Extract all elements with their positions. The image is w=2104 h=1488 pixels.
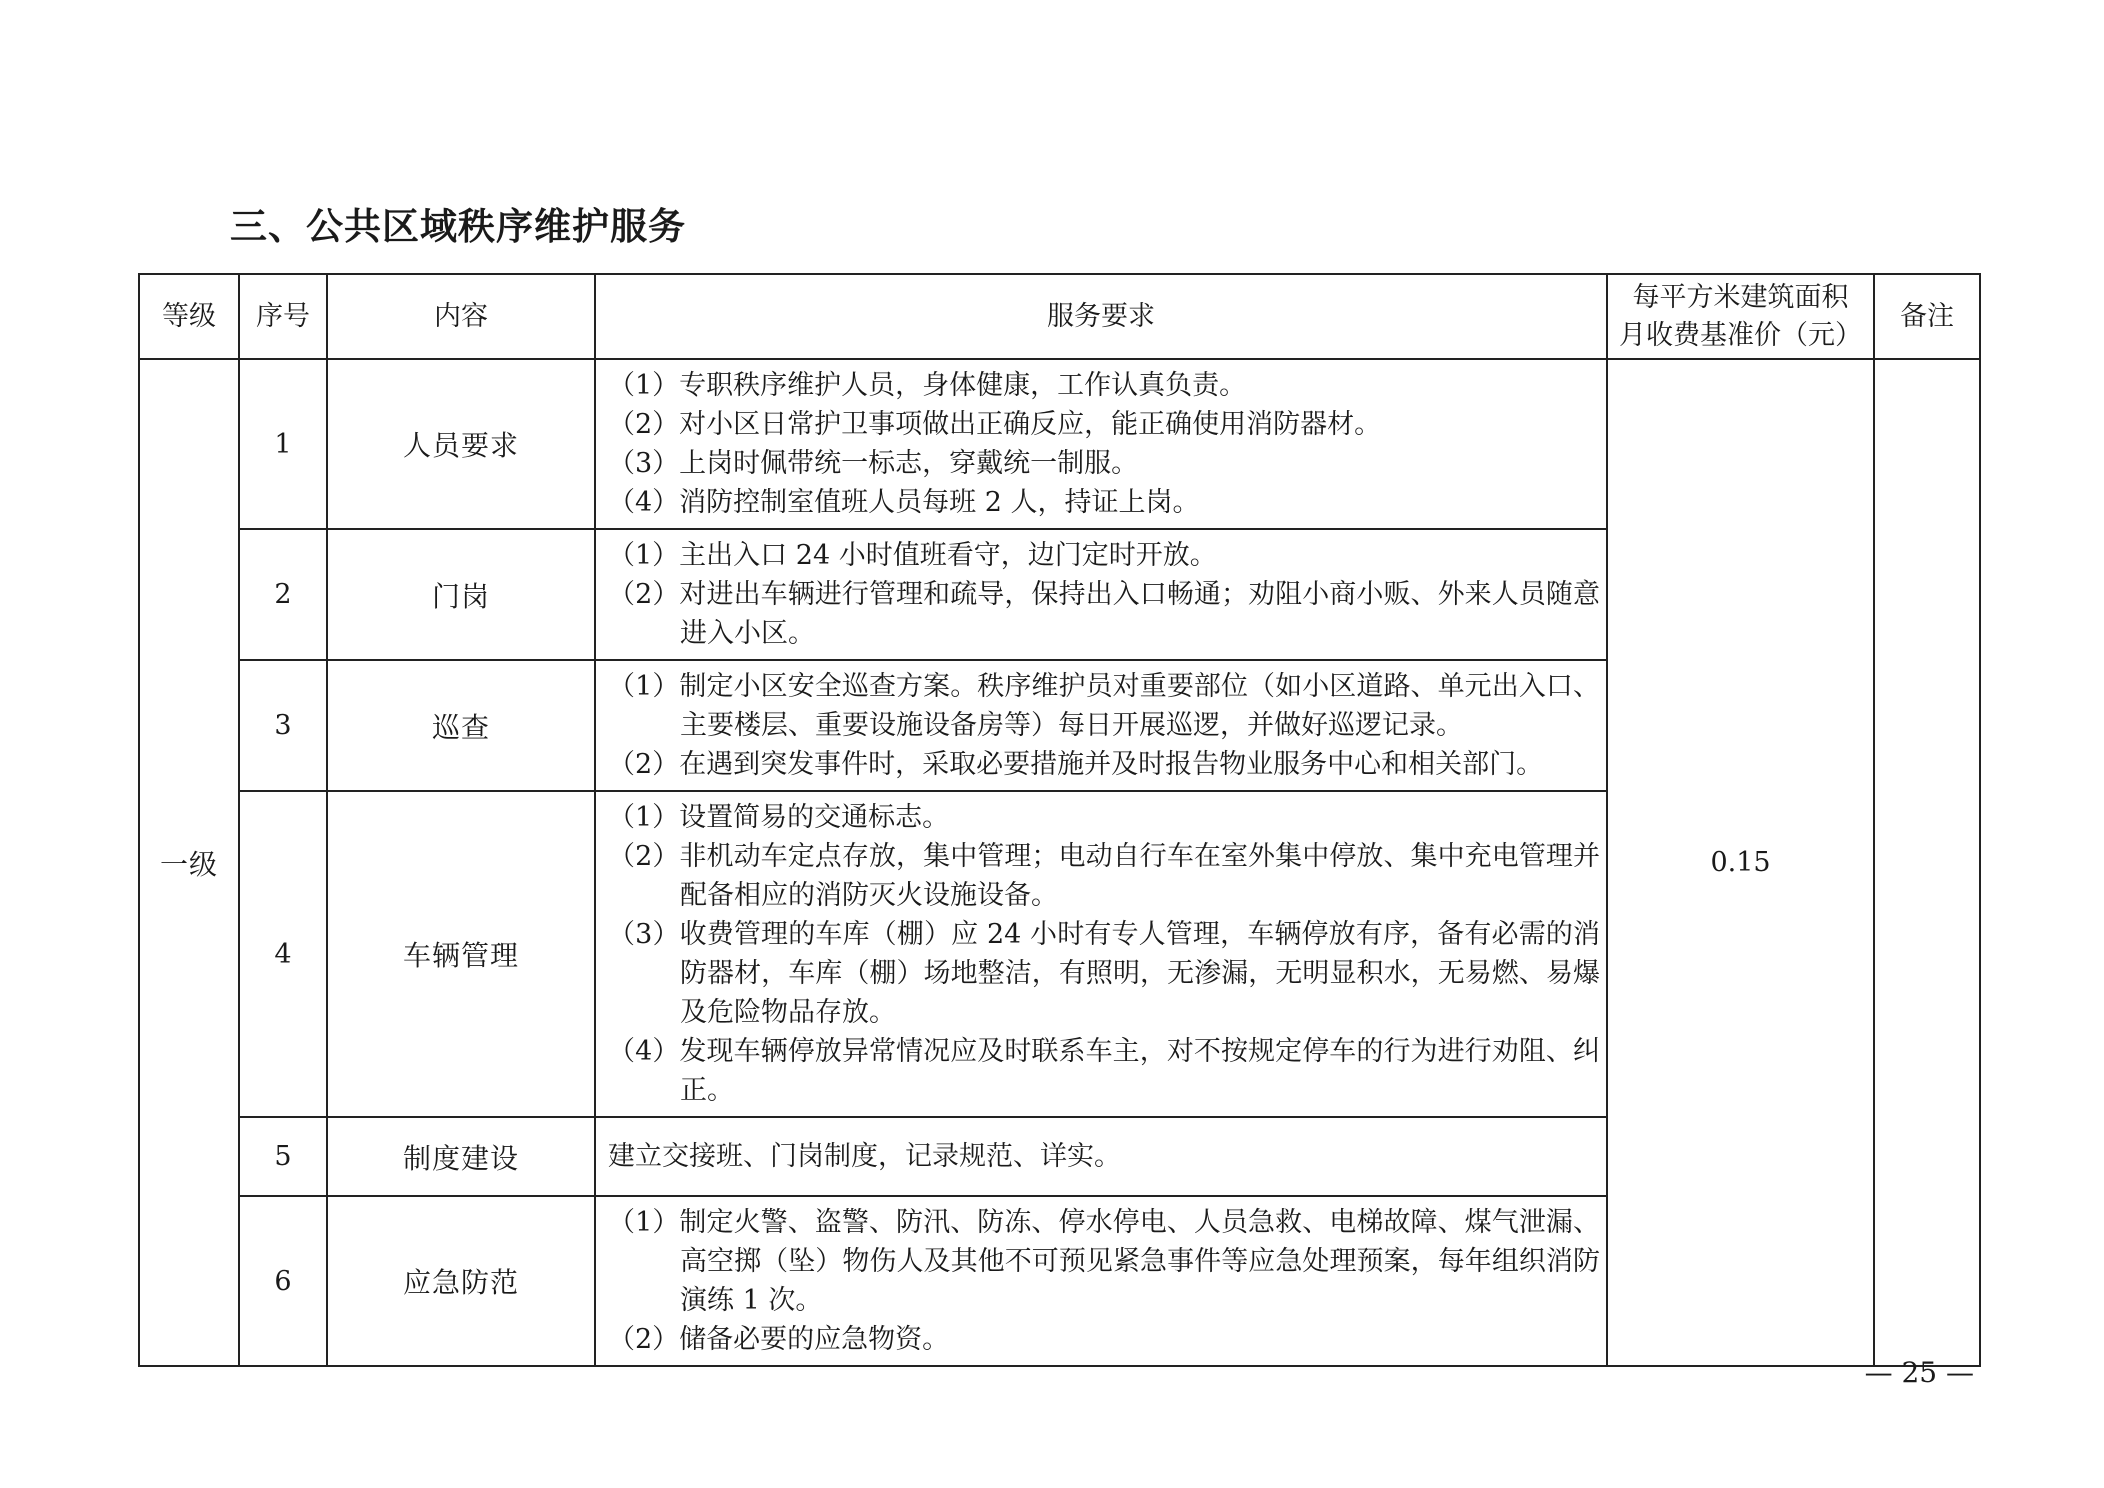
content-cell: 巡查 [327,660,595,791]
price-cell: 0.15 [1607,359,1874,1366]
requirement-item: （2）储备必要的应急物资。 [608,1324,950,1355]
requirements-cell [595,660,1607,791]
requirement-item: （3）收费管理的车库（棚）应 24 小时有专人管理，车辆停放有序，备有必需的消防器材，车库（棚）场地整洁，有照明，无渗漏，无明显积水，无易燃、易爆及危险物品存放。 [608,919,1600,1028]
header-price-line1: 每平方米建筑面积 [1632,281,1849,313]
header-price-line2: 月收费基准价（元） [1619,319,1862,351]
requirement-item: （4）发现车辆停放异常情况应及时联系车主，对不按规定停车的行为进行劝阻、纠正。 [608,1036,1600,1106]
requirement-item: （2）对进出车辆进行管理和疏导，保持出入口畅通；劝阻小商小贩、外来人员随意进入小区。 [608,579,1600,649]
seq-cell: 5 [239,1117,327,1196]
requirement-item: 建立交接班、门岗制度，记录规范、详实。 [608,1141,1121,1172]
requirements-cell [595,359,1607,529]
requirement-item: （2）非机动车定点存放，集中管理；电动自行车在室外集中停放、集中充电管理并配备相应的消防灭火设施设备。 [608,841,1600,911]
table-row [139,359,1980,529]
page-number: — 25 — [1864,1356,1974,1389]
service-requirements-table [138,273,1981,1367]
requirement-item: （1）制定火警、盗警、防汛、防冻、停水停电、人员急救、电梯故障、煤气泄漏、高空掷（坠）物伤人及其他不可预见紧急事件等应急处理预案，每年组织消防演练 1 次。 [608,1207,1600,1316]
requirement-item: （1）专职秩序维护人员，身体健康，工作认真负责。 [608,370,1247,401]
seq-cell: 3 [239,660,327,791]
requirement-item: （1）制定小区安全巡查方案。秩序维护员对重要部位（如小区道路、单元出入口、主要楼层、重要设施设备房等）每日开展巡逻，并做好巡逻记录。 [608,671,1600,741]
content-cell: 制度建设 [327,1117,595,1196]
header-price [1607,274,1874,359]
seq-cell: 2 [239,529,327,660]
requirements-cell [595,1196,1607,1366]
requirement-item: （1）主出入口 24 小时值班看守，边门定时开放。 [608,540,1217,571]
header-seq: 序号 [239,274,327,359]
requirement-item: （2）在遇到突发事件时，采取必要措施并及时报告物业服务中心和相关部门。 [608,749,1544,780]
header-requirements: 服务要求 [595,274,1607,359]
content-cell: 门岗 [327,529,595,660]
content-cell: 应急防范 [327,1196,595,1366]
requirements-cell [595,791,1607,1117]
requirements-cell [595,1117,1607,1196]
requirement-item: （1）设置简易的交通标志。 [608,802,950,833]
seq-cell: 1 [239,359,327,529]
requirements-cell [595,529,1607,660]
remark-cell [1874,359,1980,1366]
section-heading: 三、公共区域秩序维护服务 [230,205,686,248]
header-content: 内容 [327,274,595,359]
seq-cell: 6 [239,1196,327,1366]
table-header-row [139,274,1980,359]
grade-cell: 一级 [139,359,239,1366]
seq-cell: 4 [239,791,327,1117]
content-cell: 人员要求 [327,359,595,529]
header-remark: 备注 [1874,274,1980,359]
requirement-item: （4）消防控制室值班人员每班 2 人，持证上岗。 [608,487,1200,518]
header-grade: 等级 [139,274,239,359]
requirement-item: （3）上岗时佩带统一标志，穿戴统一制服。 [608,448,1139,479]
requirement-item: （2）对小区日常护卫事项做出正确反应，能正确使用消防器材。 [608,409,1382,440]
content-cell: 车辆管理 [327,791,595,1117]
